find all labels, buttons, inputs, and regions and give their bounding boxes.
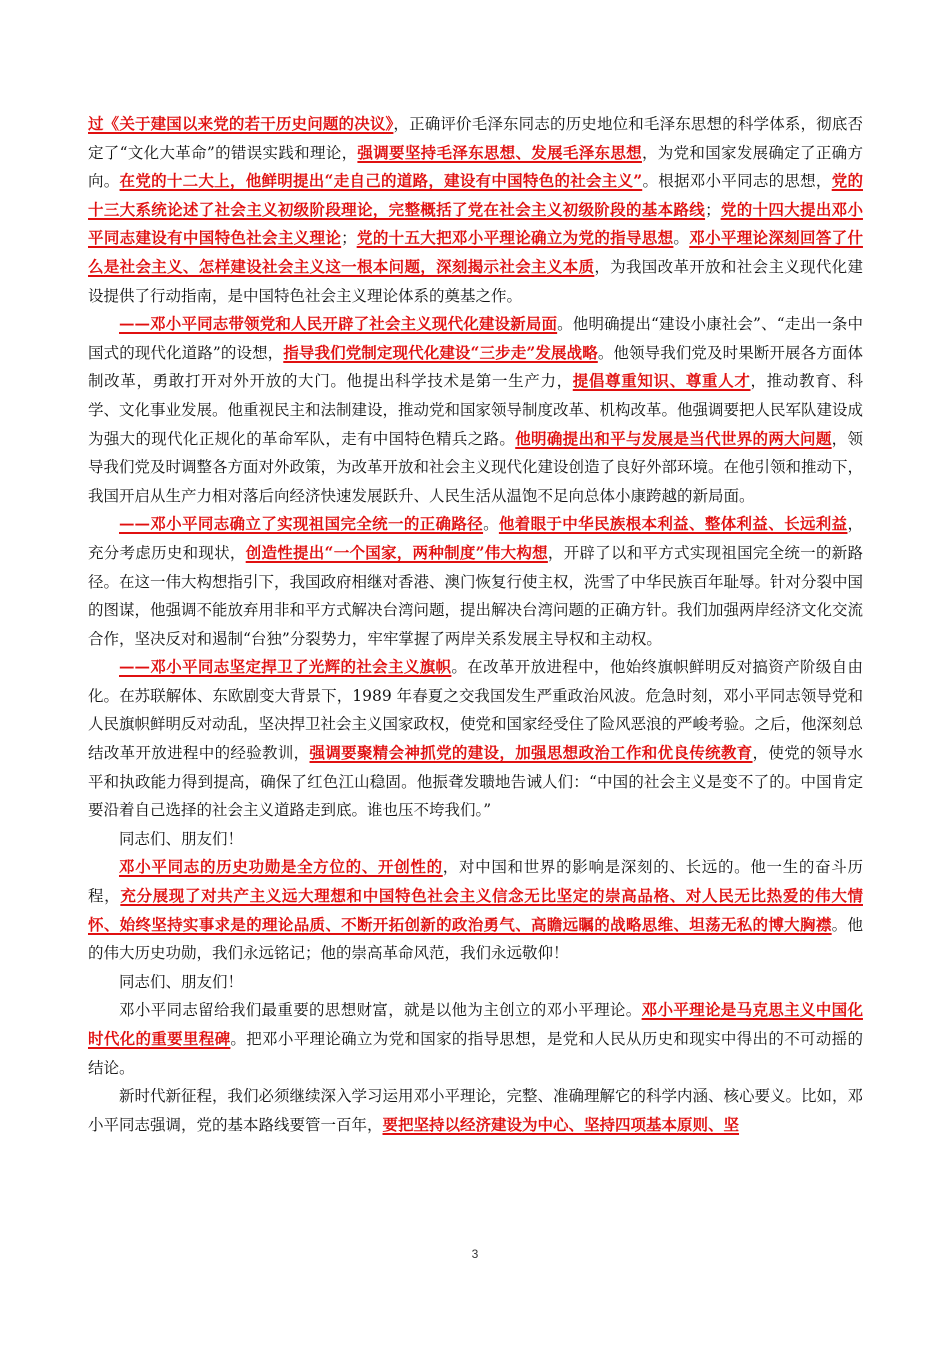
highlighted-text: 邓小平理论深刻回答了什么是社会主义、怎样建设社会主义这一根本问题，深刻揭示社会主义本质 [88, 228, 863, 276]
highlighted-text: 邓小平理论是马克思主义中国化时代化的重要里程碑 [88, 1000, 863, 1048]
paragraph-1 [88, 110, 863, 310]
paragraph-4 [88, 653, 863, 825]
body-text: ，对中国和世界的影响是深刻的、长远的。他一生的奋斗历程， [88, 858, 863, 906]
highlighted-text: 要把坚持以经济建设为中心、坚持四项基本原则、坚 [382, 1114, 740, 1134]
highlighted-text: 强调要聚精会神抓党的建设，加强思想政治工作和优良传统教育 [309, 743, 753, 763]
highlighted-text: 过《关于建国以来党的若干历史问题的决议》 [88, 114, 394, 133]
body-text: ，开辟了以和平方式实现祖国完全统一的新路径。在这一伟大构想指引下，我国政府相继对香港、澳门恢复行使主权，洗雪了中华民族百年耻辱。针对分裂中国的图谋，他强调不能放弃用非和平方式解决台湾问题，提出解决台湾问题的正确方针。我们加强两岸经济文化交流合作，坚决反对和遏制“台独”分裂势力，牢牢掌握了两岸关系发展主导权和主动权。 [88, 543, 864, 648]
paragraph-5 [88, 825, 863, 854]
body-text: ，领导我们党及时调整各方面对外政策，为改革开放和社会主义现代化建设创造了良好外部环境。在他引领和推动下，我国开启从生产力相对落后向经济快速发展跃升、人民生活从温饱不足向总体小康跨越的新局面。 [88, 429, 864, 505]
highlighted-text: 他明确提出和平与发展是当代世界的两大问题 [515, 428, 832, 448]
paragraph-6 [88, 853, 863, 967]
highlighted-text: ——邓小平同志确立了实现祖国完全统一的正确路径 [119, 514, 484, 534]
body-text: 。他明确提出“建设小康社会”、“走出一条中国式的现代化道路”的设想， [88, 315, 863, 362]
highlighted-text: 强调要坚持毛泽东思想、发展毛泽东思想 [357, 142, 642, 162]
highlighted-text: 提倡尊重知识、尊重人才 [572, 371, 751, 391]
highlighted-text: 他着眼于中华民族根本利益、整体利益、长远利益 [498, 514, 848, 534]
paragraph-7 [88, 968, 863, 997]
body-text: 。他的伟大历史功勋，我们永远铭记；他的崇高革命风范，我们永远敬仰！ [88, 915, 863, 963]
page-number: 3 [471, 1247, 479, 1261]
paragraph-8 [88, 996, 863, 1082]
body-text: ，为党和国家发展确定了正确方向。 [88, 143, 863, 191]
body-text: 。在改革开放进程中，他始终旗帜鲜明反对搞资产阶级自由化。在苏联解体、东欧剧变大背景下，1989 年春夏之交我国发生严重政治风波。危急时刻，邓小平同志领导党和人民旗帜鲜明反对动乱，坚决捍卫社会主义国家政权，使党和国家经受住了险风恶浪的严峻考验。之后，他深刻总结改革开放进程中的经验教训， [88, 658, 864, 763]
body-text: 新时代新征程，我们必须继续深入学习运用邓小平理论，完整、准确理解它的科学内涵、核心要义。比如，邓小平同志强调，党的基本路线要管一百年， [88, 1087, 864, 1134]
paragraph-3 [88, 510, 863, 653]
body-text: 。他领导我们党及时果断开展各方面体制改革，勇敢打开对外开放的大门。他提出科学技术是第一生产力， [88, 343, 863, 391]
highlighted-text: 党的十四大提出邓小平同志建设有中国特色社会主义理论 [88, 199, 863, 248]
highlighted-text: 充分展现了对共产主义远大理想和中国特色社会主义信念无比坚定的崇高品格、对人民无比热爱的伟大情怀、始终坚持实事求是的理论品质、不断开拓创新的政治勇气、高瞻远瞩的战略思维、坦荡无私的博大胸襟 [88, 886, 863, 934]
highlighted-text: ——邓小平同志带领党和人民开辟了社会主义现代化建设新局面 [119, 314, 558, 334]
document-body [88, 110, 863, 1139]
body-text: 同志们、朋友们！ [119, 972, 244, 991]
paragraph-2 [88, 310, 863, 510]
highlighted-text: ——邓小平同志坚定捍卫了光辉的社会主义旗帜 [119, 657, 452, 677]
body-text: ，为我国改革开放和社会主义现代化建设提供了行动指南，是中国特色社会主义理论体系的奠基之作。 [88, 257, 863, 305]
highlighted-text: 党的十五大把邓小平理论确立为党的指导思想 [356, 228, 674, 248]
paragraph-9 [88, 1082, 863, 1139]
highlighted-text: 创造性提出“一个国家，两种制度”伟大构想 [245, 542, 548, 562]
body-text: ； [705, 200, 721, 219]
body-text: ，充分考虑历史和现状， [88, 515, 863, 562]
body-text: ，正确评价毛泽东同志的历史地位和毛泽东思想的科学体系，彻底否定了“文化大革命”的错误实践和理论， [88, 115, 863, 162]
body-text: 同志们、朋友们！ [119, 829, 244, 848]
body-text: ，使党的领导水平和执政能力得到提高，确保了红色江山稳固。他振聋发聩地告诫人们：“中国的社会主义是变不了的。中国肯定要沿着自己选择的社会主义道路走到底。谁也压不垮我们。” [88, 744, 863, 820]
body-text: ，推动教育、科学、文化事业发展。他重视民主和法制建设，推动党和国家领导制度改革、机构改革。他强调要把人民军队建设成为强大的现代化正规化的革命军队，走有中国特色精兵之路。 [88, 372, 864, 448]
highlighted-text: 邓小平同志的历史功勋是全方位的、开创性的 [119, 857, 443, 877]
highlighted-text: 在党的十二大上，他鲜明提出“走自己的道路，建设有中国特色的社会主义” [119, 171, 643, 191]
body-text: 。 [673, 229, 690, 248]
body-text: 。 [483, 515, 499, 534]
highlighted-text: 党的十三大系统论述了社会主义初级阶段理论，完整概括了党在社会主义初级阶段的基本路线 [88, 171, 863, 219]
highlighted-text: 指导我们党制定现代化建设“三步走”发展战略 [283, 342, 598, 362]
body-text: 邓小平同志留给我们最重要的思想财富，就是以他为主创立的邓小平理论。 [119, 1001, 642, 1020]
body-text: 。根据邓小平同志的思想， [642, 172, 832, 191]
body-text: ； [341, 229, 357, 248]
body-text: 。把邓小平理论确立为党和国家的指导思想，是党和人民从历史和现实中得出的不可动摇的结论。 [88, 1030, 863, 1077]
